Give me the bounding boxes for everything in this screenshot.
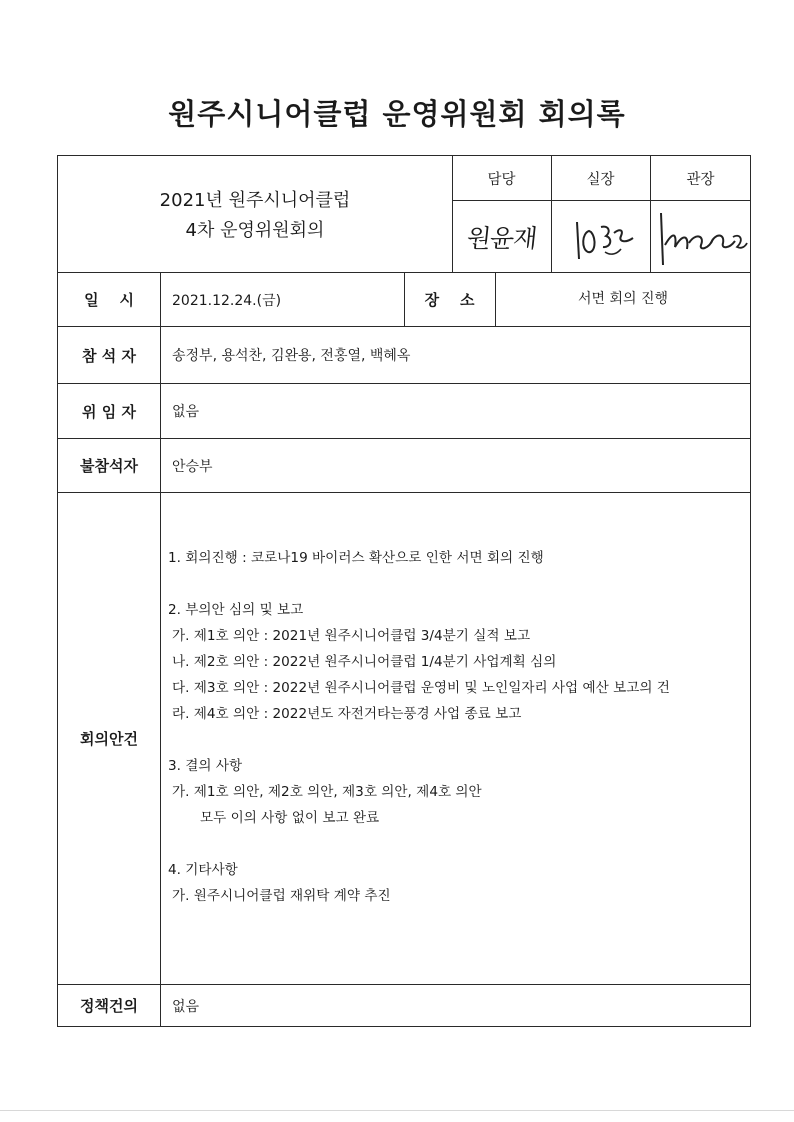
approval-header-manager: 실장: [586, 171, 615, 188]
approval-header-director: 관장: [686, 171, 715, 188]
manager-signature-mark: [561, 207, 641, 267]
document-title: 원주시니어클럽 운영위원회 회의록: [168, 97, 626, 131]
col-divider: [160, 272, 161, 1027]
absent-label: 불참석자: [80, 457, 138, 475]
agenda-item: 가. 원주시니어클럽 재위탁 계약 추진: [172, 888, 391, 904]
agenda-item: 다. 제3호 의안 : 2022년 원주시니어클럽 운영비 및 노인일자리 사업 예산 보고의 건: [172, 680, 670, 696]
staff-signature-text: 원윤재: [465, 223, 538, 253]
agenda-item: 가. 제1호 의안 : 2021년 원주시니어클럽 3/4분기 실적 보고: [172, 628, 531, 644]
agenda-item: 라. 제4호 의안 : 2022년도 자전거타는풍경 사업 종료 보고: [172, 706, 522, 722]
date-label: 일 시: [84, 291, 134, 309]
agenda-section-2: 2. 부의안 심의 및 보고: [168, 602, 304, 618]
meeting-heading-line1: 2021년 원주시니어클럽: [159, 190, 351, 211]
agenda-item: 나. 제2호 의안 : 2022년 원주시니어클럽 1/4분기 사업계획 심의: [172, 654, 557, 670]
delegate-value: 없음: [172, 404, 200, 420]
staff-signature: [452, 201, 551, 272]
row-divider: [57, 492, 751, 493]
approval-header-staff: 담당: [487, 171, 516, 188]
agenda-item: 가. 제1호 의안, 제2호 의안, 제3호 의안, 제4호 의안: [172, 784, 482, 800]
absent-value: 안승부: [172, 458, 213, 475]
director-signature-mark: [653, 203, 749, 271]
agenda-label: 회의안건: [80, 730, 138, 748]
agenda-subitem: 모두 이의 사항 없이 보고 완료: [200, 810, 380, 826]
agenda-section-3: 3. 결의 사항: [168, 758, 243, 774]
page-bottom-edge: [0, 1110, 794, 1111]
date-value: 2021.12.24.(금): [172, 292, 282, 309]
policy-value: 없음: [172, 998, 200, 1015]
delegate-label: 위 임 자: [82, 402, 136, 421]
manager-signature: [551, 201, 650, 272]
meeting-heading-line2: 4차 운영위원회의: [185, 220, 325, 241]
agenda-section-1: 1. 회의진행 : 코로나19 바이러스 확산으로 인한 서면 회의 진행: [168, 550, 544, 566]
agenda-section-4: 4. 기타사항: [168, 862, 238, 878]
meeting-heading: [58, 176, 452, 256]
attendees-label: 참 석 자: [82, 346, 136, 365]
place-label: 장 소: [424, 291, 475, 309]
policy-label: 정책건의: [80, 997, 138, 1015]
place-value: 서면 회의 진행: [577, 291, 669, 307]
director-signature: [650, 201, 751, 272]
agenda-content: [168, 545, 743, 909]
attendees-value: 송정부, 용석찬, 김완용, 전홍열, 백혜옥: [172, 348, 411, 364]
